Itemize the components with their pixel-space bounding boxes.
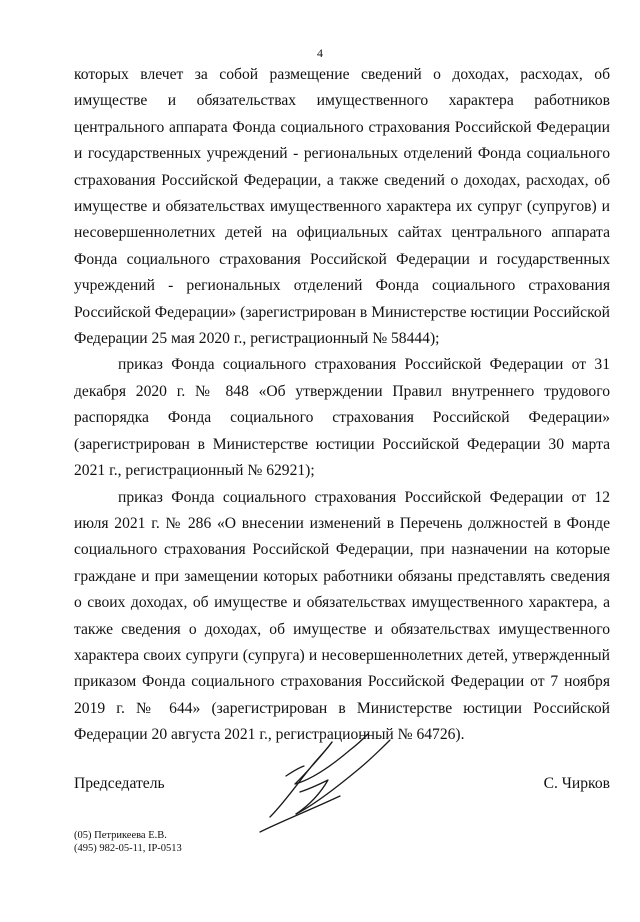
signature-block	[74, 775, 610, 805]
signatory-name: С. Чирков	[543, 775, 610, 792]
executor-name: (05) Петрикеева Е.В.	[74, 830, 167, 841]
paragraph-2: приказ Фонда социального страхования Российской Федерации от 31 декабря 2020 г. № 848 «Об утверждении Правил внутреннего трудового распорядка Фонда социального страхования Российской Федерации» (зарегистрирован в Министерстве юстиции Российской Федерации 30 марта 2021 г., регистрационный № 62921);	[74, 356, 610, 480]
page-number: 4	[317, 46, 323, 60]
executor-contact	[74, 829, 182, 855]
signatory-title: Председатель	[74, 775, 165, 792]
paragraph-1: которых влечет за собой размещение сведений о доходах, расходах, об имуществе и обязательствах имущественного характера работников центрального аппарата Фонда социального страхования Российской Федерации и государственных учреждений - региональных отделений Фонда социального страхования Российской Федерации, а также сведений о доходах, расходах, об имуществе и обязательствах имущественного характера их супруг (супругов) и несовершеннолетних детей на официальных сайтах центрального аппарата Фонда социального страхования Российской Федерации и государственных учреждений - региональных отделений Фонда социального страхования Российской Федерации» (зарегистрирован в Министерстве юстиции Российской Федерации 25 мая 2020 г., регистрационный № 58444);	[74, 66, 610, 348]
paragraph-3: приказ Фонда социального страхования Российской Федерации от 12 июля 2021 г. № 286 «О внесении изменений в Перечень должностей в Фонде социального страхования Российской Федерации, при назначении на которые граждане и при замещении которых работники обязаны представлять сведения о своих доходах, об имуществе и обязательствах имущественного характера, а также сведения о доходах, об имуществе и обязательствах имущественного характера своих супруги (супруга) и несовершеннолетних детей, утвержденный приказом Фонда социального страхования Российской Федерации от 7 ноября 2019 г. № 644» (зарегистрирован в Министерстве юстиции Российской Федерации 20 августа 2021 г., регистрационный № 64726).	[74, 488, 610, 744]
document-body	[74, 62, 610, 749]
executor-phone: (495) 982-05-11, IP-0513	[74, 843, 182, 854]
